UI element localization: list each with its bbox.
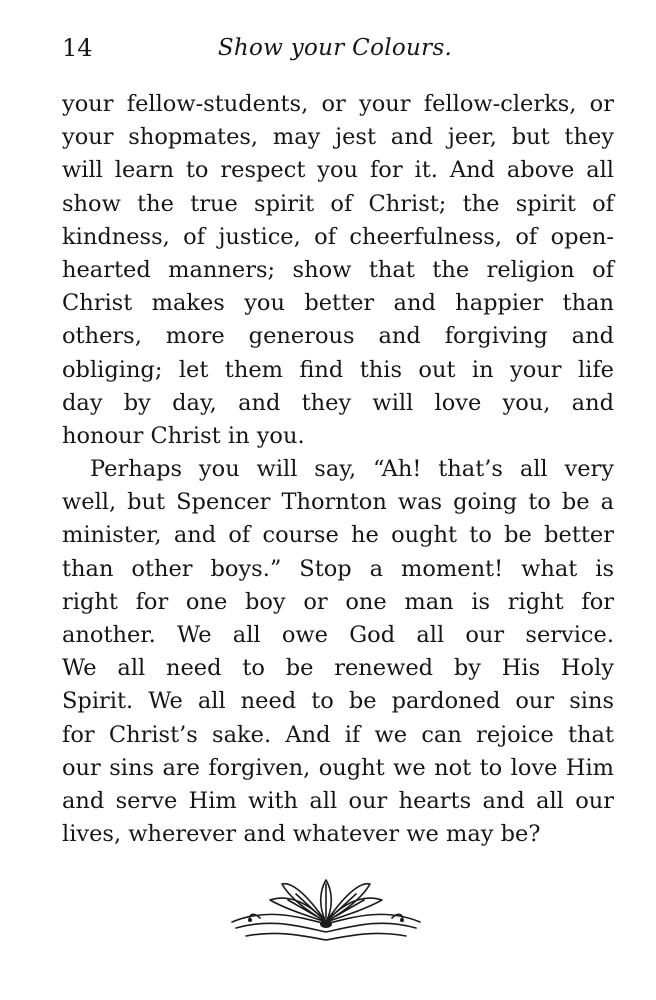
- text-line: obliging; let them find this out in your life: [62, 356, 614, 383]
- text-line: your fellow-students, or your fellow-clerks, or: [62, 91, 614, 117]
- text-line: kindness, of justice, of cheerfulness, of open-: [62, 223, 614, 250]
- text-line: than other boys.” Stop a moment! what is: [62, 555, 614, 582]
- text-line: minister, and of course he ought to be better: [62, 522, 614, 549]
- running-title: Show your Colours.: [217, 35, 453, 61]
- text-line: show the true spirit of Christ; the spirit of: [62, 190, 614, 217]
- text-line: hearted manners; show that the religion of: [62, 256, 614, 283]
- text-line: Perhaps you will say, “Ah! that’s all very: [90, 456, 614, 483]
- text-line: We all need to be renewed by His Holy: [62, 655, 614, 682]
- text-line: your shopmates, may jest and jeer, but they: [62, 124, 614, 151]
- text-line: Spirit. We all need to be pardoned our sins: [62, 688, 614, 715]
- floral-tailpiece-icon: [226, 872, 426, 950]
- body-text: [62, 88, 614, 851]
- running-head: [62, 30, 608, 66]
- text-line: honour Christ in you.: [62, 422, 305, 449]
- text-line: well, but Spencer Thornton was going to be a: [62, 489, 614, 516]
- text-line: another. We all owe God all our service.: [62, 622, 614, 648]
- text-line: right for one boy or one man is right for: [62, 588, 614, 615]
- text-line: our sins are forgiven, ought we not to love Him: [62, 754, 614, 781]
- paragraph: [62, 88, 614, 453]
- paragraph: [62, 453, 614, 851]
- text-line: for Christ’s sake. And if we can rejoice that: [62, 721, 614, 748]
- text-line: will learn to respect you for it. And above all: [62, 157, 614, 184]
- text-line: lives, wherever and whatever we may be?: [62, 821, 541, 848]
- page-number: 14: [62, 34, 93, 62]
- text-line: others, more generous and forgiving and: [62, 323, 614, 350]
- text-line: day by day, and they will love you, and: [62, 389, 614, 416]
- text-line: Christ makes you better and happier than: [62, 290, 614, 317]
- text-line: and serve Him with all our hearts and all our: [62, 787, 614, 814]
